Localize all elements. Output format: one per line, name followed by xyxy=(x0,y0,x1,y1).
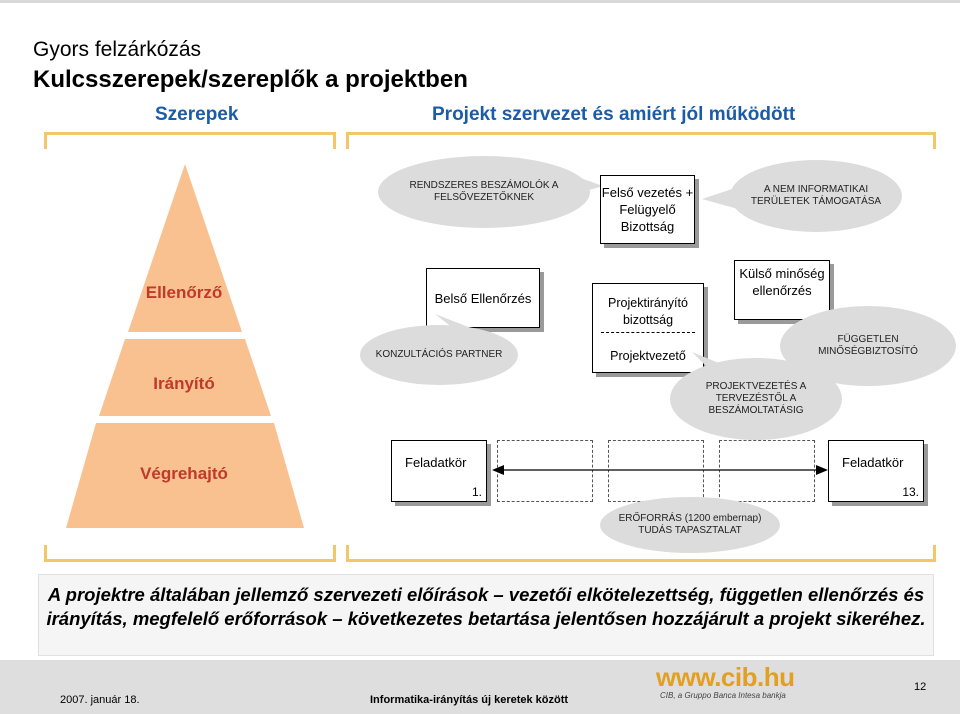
cib-logo-subtitle: CIB, a Gruppo Banca Intesa bankja xyxy=(660,691,786,700)
box-external-qa: Külső minőség ellenőrzés xyxy=(734,260,830,320)
organization-bracket-top xyxy=(346,132,936,149)
pyramid-label-controller: Ellenőrző xyxy=(145,283,223,302)
bubble-project-management: PROJEKTVEZETÉS A TERVEZÉSTŐL A BESZÁMOLTATÁSIG xyxy=(670,358,842,440)
box-top-management: Felső vezetés + Felügyelő Bizottság xyxy=(600,175,695,244)
box-steering-group xyxy=(592,283,704,373)
slide-title: Kulcsszerepek/szereplők a projektben xyxy=(33,66,468,93)
box-task-first xyxy=(391,440,487,502)
top-divider xyxy=(0,0,960,3)
bubble-tail xyxy=(700,185,740,215)
pyramid-label-executor: Végrehajtó xyxy=(140,464,228,483)
pyramid-label-director: Irányító xyxy=(153,374,215,393)
footer-date: 2007. január 18. xyxy=(60,694,140,706)
task-last-number: 13. xyxy=(902,485,919,499)
slide-subtitle: Gyors felzárkózás xyxy=(33,38,202,61)
bubble-non-it-support: A NEM INFORMATIKAI TERÜLETEK TÁMOGATÁSA xyxy=(730,160,902,232)
bubble-consulting-partner: KONZULTÁCIÓS PARTNER xyxy=(360,325,518,385)
project-manager-label: Projektvezető xyxy=(610,349,686,363)
steering-committee-label: Projektirányító bizottság xyxy=(608,296,688,327)
task-first-label: Feladatkör xyxy=(405,455,467,470)
roles-bracket-top xyxy=(44,132,336,149)
bubble-resources: ERŐFORRÁS (1200 embernap) TUDÁS TAPASZTALAT xyxy=(600,497,780,553)
roles-heading: Szerepek xyxy=(155,104,239,125)
box-task-last xyxy=(828,440,924,502)
task-last-label: Feladatkör xyxy=(842,455,904,470)
page-number: 12 xyxy=(914,681,927,693)
conclusion-text: A projektre általában jellemző szervezeti előírások – vezetői elkötelezettség, független ellenőrzés és irányítás, megfelelő erőforrások – következetes betartása jelentősen hozzájárult a projekt sikeréhez. xyxy=(38,574,934,656)
bubble-independent-qa: FÜGGETLEN MINŐSÉGBIZTOSÍTÓ xyxy=(780,306,956,386)
bubble-tail xyxy=(435,314,475,334)
task-first-number: 1. xyxy=(471,485,482,499)
range-double-arrow xyxy=(492,462,828,478)
pyramid-level-top xyxy=(128,164,242,332)
cib-logo: www.cib.hu xyxy=(656,662,795,692)
footer-event: Informatika-irányítás új keretek között xyxy=(370,694,569,706)
bubble-tail xyxy=(690,350,730,370)
bubble-regular-reports: RENDSZERES BESZÁMOLÓK A FELSŐVEZETŐKNEK xyxy=(378,156,590,228)
organization-heading: Projekt szervezet és amiért jól működött xyxy=(432,104,796,125)
roles-bracket-bottom xyxy=(44,545,336,562)
box-internal-audit: Belső Ellenőrzés xyxy=(426,268,540,328)
